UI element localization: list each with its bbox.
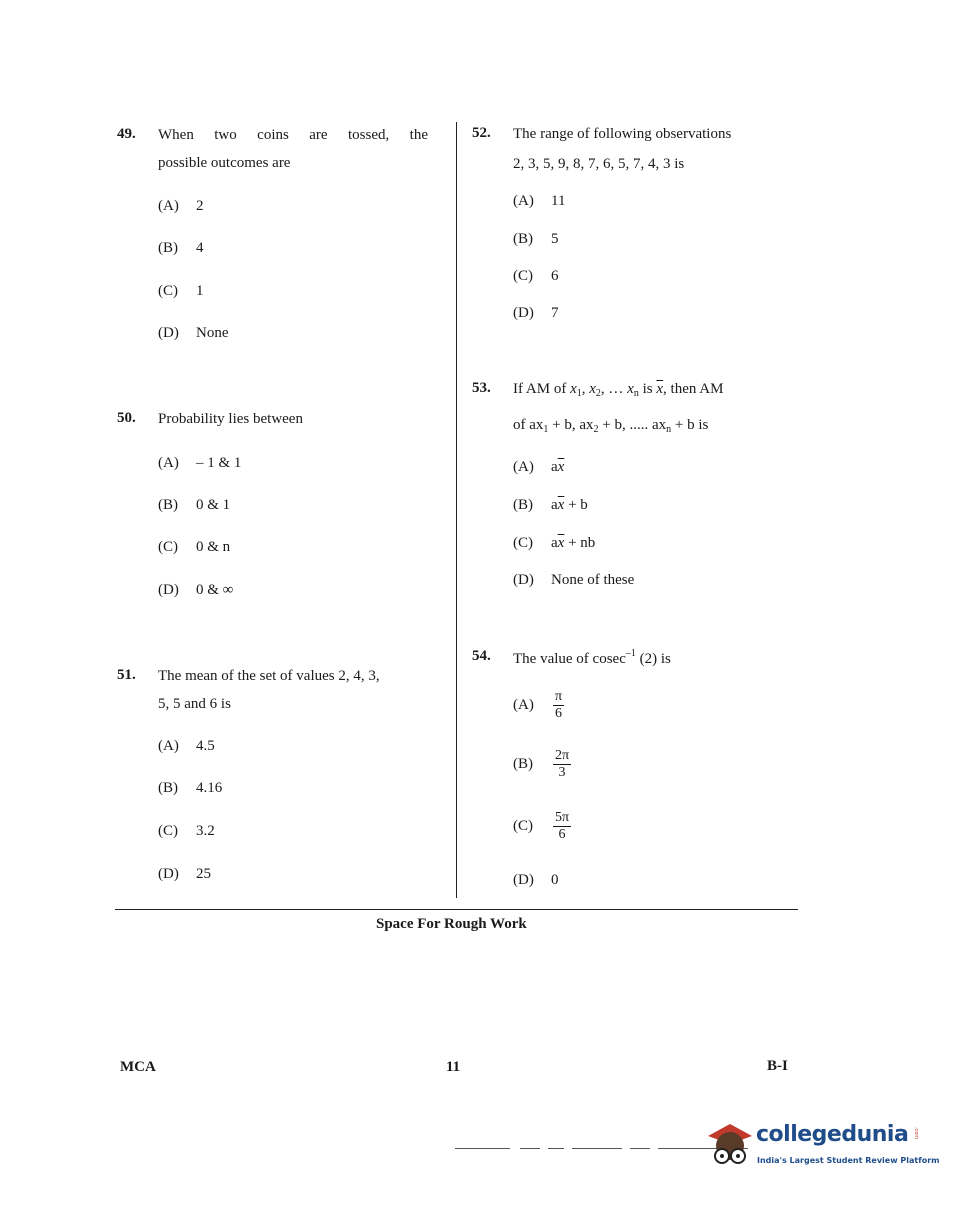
text-fragment: , then AM [663,381,724,397]
dash-line [572,1148,622,1149]
option-value: 0 & n [196,539,231,555]
option [513,193,565,210]
question-number: 53. [472,380,491,396]
option [513,572,634,589]
option-label: (A) [513,697,534,714]
option [158,455,241,472]
option-label: (D) [158,582,179,598]
option-value: 25 [196,866,211,882]
option-label: (D) [158,866,179,882]
option-value: None of these [551,572,635,588]
option-label: (B) [158,240,178,256]
question-number: 49. [117,126,136,142]
text-fragment: + b is [671,417,709,433]
question-text: When two coins are tossed, the [158,127,428,143]
option [158,240,204,257]
option-label: (B) [158,780,178,796]
question-number: 50. [117,410,136,426]
text-fragment: is [638,381,657,397]
option [158,325,229,342]
numerator: π [553,689,564,706]
option [158,780,222,797]
option-label: (B) [513,756,533,773]
text-fragment: + b, ax [548,417,594,433]
dash-line [548,1148,564,1149]
math-var: x [627,381,634,397]
rough-work-label: Space For Rough Work [376,916,527,932]
question-text: The mean of the set of values 2, 4, 3, [158,668,380,684]
option-value: 2 [196,198,204,214]
option-label: (B) [513,497,533,513]
math-var: a [551,535,558,551]
denominator: 6 [555,706,563,722]
option [158,823,215,840]
math-var: x [589,381,596,397]
option-label: (B) [158,497,178,513]
watermark-brand: collegedunia [756,1122,909,1147]
numerator: 5π [553,810,571,827]
option [513,231,559,248]
question-text: possible outcomes are [158,155,291,171]
question-number: 54. [472,648,491,664]
subscript: 1 [543,424,549,435]
option-value: None [196,325,229,341]
subscript: n [666,424,672,435]
subscript: 1 [576,388,582,399]
dash-line [630,1148,650,1149]
option [513,305,559,322]
denominator: 3 [558,765,566,781]
option-value: + nb [568,535,596,551]
option-label: (A) [513,193,534,209]
option-label: (C) [158,539,178,555]
option-value: 3.2 [196,823,215,839]
watermark-tagline: India's Largest Student Review Platform [757,1156,940,1165]
text-fragment: If AM of [513,381,571,397]
column-divider [456,122,457,898]
option-value: 4 [196,240,204,256]
option [513,810,571,843]
option [158,283,204,300]
option [513,459,564,476]
watermark [700,1116,940,1176]
question-text: 2, 3, 5, 9, 8, 7, 6, 5, 7, 4, 3 is [513,156,685,172]
option [513,748,571,781]
math-xbar: $\overline{x}$ [557,459,565,475]
option-value: 1 [196,283,204,299]
option-value: + b [568,497,588,513]
question-text [513,416,708,437]
math-xbar: $\overline{x}$ [557,497,565,513]
option-value: 11 [551,193,566,209]
math-xbar: $\overline{x}$ [656,381,664,397]
question-text: 5, 5 and 6 is [158,696,231,712]
option-label: (D) [513,872,534,888]
text-fragment: The value of cosec [513,651,626,667]
footer-page-number: 11 [446,1059,461,1075]
question-number: 51. [117,667,136,683]
dash-line [455,1148,510,1149]
text-fragment: , … [600,381,628,397]
question-text [513,648,671,669]
option [158,539,230,556]
dash-line [520,1148,540,1149]
question-text [513,380,723,401]
footer-course: MCA [120,1059,156,1075]
option-label: (C) [158,283,178,299]
text-fragment: (2) is [639,651,671,667]
option [513,497,588,514]
option [513,535,595,552]
math-var: x [570,381,577,397]
fraction [553,748,571,781]
option-value: 5 [551,231,559,247]
subscript: 2 [595,388,601,399]
fraction [553,689,564,722]
option-value: 7 [551,305,559,321]
option-value: 0 & 1 [196,497,231,513]
option-label: (A) [158,198,179,214]
option [158,582,233,599]
footer-booklet-code: B-I [767,1058,788,1074]
option [158,738,215,755]
math-var: a [551,497,558,513]
option [158,866,211,883]
option-label: (D) [158,325,179,341]
option [513,268,559,285]
option-label: (C) [513,818,533,835]
option-label: (A) [513,459,534,475]
option-value: 4.16 [196,780,223,796]
option-value: 4.5 [196,738,215,754]
option-value: 0 [551,872,559,888]
watermark-domain: .com [913,1126,920,1140]
text-fragment: of ax [513,417,544,433]
option [158,198,204,215]
option-label: (D) [513,305,534,321]
option-label: (B) [513,231,533,247]
fraction [553,810,571,843]
option-value: 6 [551,268,559,284]
option-value: a [551,459,558,475]
subscript: 2 [593,424,599,435]
text-fragment: + b, ..... ax [598,417,667,433]
superscript: –1 [625,648,636,659]
option-label: (D) [513,572,534,588]
option-label: (A) [158,738,179,754]
mascot-icon [700,1116,758,1174]
option-label: (A) [158,455,179,471]
math-xbar: $\overline{x}$ [557,535,565,551]
separator-rule [115,909,798,910]
numerator: 2π [553,748,571,765]
text-fragment: , [581,381,586,397]
subscript: n [633,388,639,399]
option-label: (C) [513,535,533,551]
question-number: 52. [472,125,491,141]
option-value: 0 & ∞ [196,582,234,598]
option [158,497,230,514]
option-label: (C) [513,268,533,284]
option-label: (C) [158,823,178,839]
question-text: Probability lies between [158,411,303,427]
option [513,689,564,722]
option [513,872,559,889]
question-text: The range of following observations [513,126,732,142]
option-value: – 1 & 1 [196,455,242,471]
denominator: 6 [558,827,566,843]
